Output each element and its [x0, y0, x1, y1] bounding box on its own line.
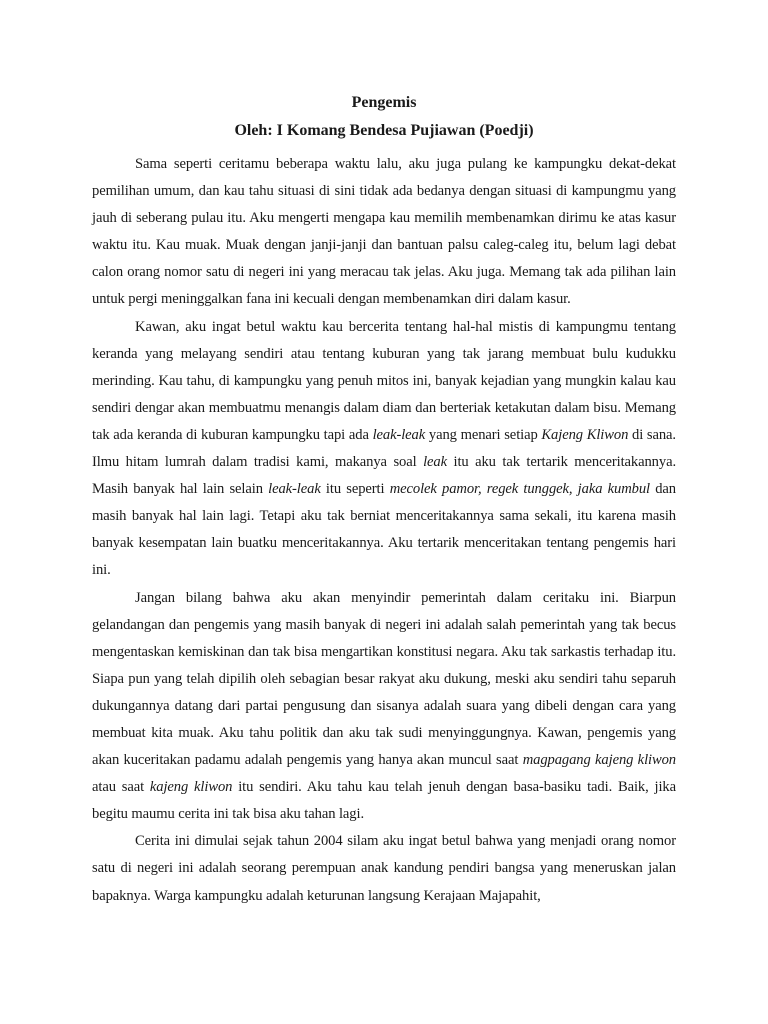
italic-term: leak	[423, 454, 447, 471]
text-run: itu sendiri. Aku tahu kau telah jenuh dengan basa-basiku tadi. Baik, jika begitu maumu cerita ini tak bisa aku tahan lagi.	[92, 779, 676, 823]
italic-term: magpagang kajeng kliwon	[522, 752, 677, 769]
paragraph-4	[92, 828, 676, 909]
document-byline: Oleh: I Komang Bendesa Pujiawan (Poedji)	[234, 122, 534, 139]
paragraph-1	[92, 151, 676, 314]
text-run: yang menari setiap	[425, 426, 542, 443]
italic-term: Kajeng Kliwon	[541, 426, 629, 443]
italic-term: leak-leak	[268, 481, 321, 498]
text-run: Sama seperti ceritamu beberapa waktu lalu, aku juga pulang ke kampungku dekat-dekat pemilihan umum, dan kau tahu situasi di sini tidak ada bedanya dengan situasi di kampungmu yang jauh di seberang pulau itu. Aku mengerti mengapa kau memilih membenamkan dirimu ke atas kasur waktu itu. Kau muak. Muak dengan janji-janji dan bantuan palsu caleg-caleg itu, belum lagi debat calon orang nomor satu di negeri ini yang meracau tak jelas. Aku juga. Memang tak ada pilihan lain untuk pergi meninggalkan fana ini kecuali dengan membenamkan diri dalam kasur.	[92, 156, 676, 308]
document-body	[92, 151, 676, 910]
italic-term: leak-leak	[372, 426, 426, 443]
italic-term: kajeng kliwon	[149, 779, 233, 796]
paragraph-3	[92, 585, 676, 829]
document-title: Pengemis	[351, 94, 417, 111]
text-run: Kawan, aku ingat betul waktu kau bercerita tentang hal-hal mistis di kampungmu tentang keranda yang melayang sendiri atau tentang kuburan yang tak jarang membuat bulu kudukku merinding. Kau tahu, di kampungku yang penuh mitos ini, banyak kejadian yang mungkin kalau kau sendiri dengar akan membuatmu menangis dalam diam dan berteriak ketakutan dalam bisu. Memang tak ada keranda di kuburan kampungku tapi ada	[92, 318, 676, 443]
text-run: itu seperti	[320, 481, 390, 498]
paragraph-2	[92, 314, 676, 585]
text-run: di sana. Ilmu hitam lumrah dalam tradisi kami, makanya soal	[92, 426, 676, 471]
text-run: atau saat	[92, 779, 150, 796]
text-run: Cerita ini dimulai sejak tahun 2004 silam aku ingat betul bahwa yang menjadi orang nomor satu di negeri ini adalah seorang perempuan anak kandung pendiri bangsa yang meneruskan jalan bapaknya. Warga kampungku adalah keturunan langsung Kerajaan Majapahit,	[92, 833, 676, 904]
italic-term: mecolek pamor, regek tunggek, jaka kumbul	[389, 481, 650, 498]
text-run: dan masih banyak hal lain lagi. Tetapi aku tak berniat menceritakannya sama sekali, itu karena masih banyak kesempatan lain buatku menceritakannya. Aku tertarik menceritakan tentang pengemis hari ini.	[92, 481, 676, 579]
text-run: itu aku tak tertarik menceritakannya. Masih banyak hal lain selain	[92, 454, 676, 498]
text-run: Jangan bilang bahwa aku akan menyindir pemerintah dalam ceritaku ini. Biarpun gelandangan dan pengemis yang masih banyak di negeri ini adalah salah pemerintah yang tak becus mengentaskan kemiskinan dan tak bisa mengartikan konstitusi negara. Aku tak sarkastis terhadap itu. Siapa pun yang telah dipilih oleh sebagian besar rakyat aku dukung, meski aku sendiri tahu separuh dukungannya datang dari partai pengusung dan sisanya adalah suara yang dibeli dengan cara yang membuat kita muak. Aku tahu politik dan aku tak sudi menyinggungnya. Kawan, pengemis yang akan kuceritakan padamu adalah pengemis yang hanya akan muncul saat	[92, 589, 676, 769]
